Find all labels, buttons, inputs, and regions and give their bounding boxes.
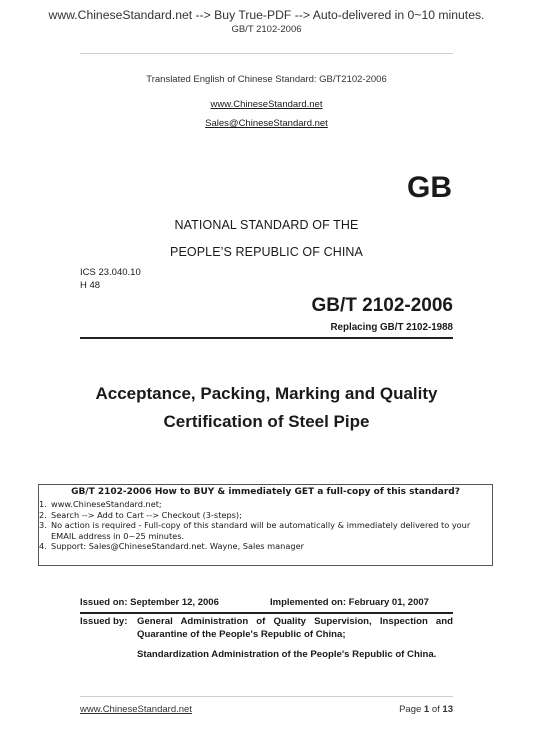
page-prefix: Page bbox=[399, 704, 422, 715]
header-divider bbox=[80, 53, 453, 54]
replacing-note: Replacing GB/T 2102-1988 bbox=[330, 322, 453, 333]
translation-note: Translated English of Chinese Standard: GB/T2102-2006 bbox=[146, 74, 387, 85]
issued-by-label: Issued by: bbox=[80, 616, 128, 627]
list-item bbox=[39, 510, 492, 521]
h-code: H 48 bbox=[80, 280, 101, 291]
issuing-org-aqsiq: General Administration of Quality Supervision, Inspection and Quarantine of the People's Republic of China; bbox=[137, 616, 453, 640]
list-item-number: 2. bbox=[39, 509, 47, 520]
footer-divider bbox=[80, 696, 453, 697]
buy-box-heading: GB/T 2102-2006 How to BUY & immediately GET a full-copy of this standard? bbox=[71, 487, 460, 497]
issuing-organizations bbox=[137, 616, 453, 662]
list-item-text: www.ChineseStandard.net; bbox=[51, 499, 162, 509]
list-item bbox=[39, 541, 492, 552]
issue-divider bbox=[80, 612, 453, 614]
issuing-org-sac: Standardization Administration of the People's Republic of China. bbox=[137, 649, 437, 660]
list-item bbox=[39, 499, 492, 510]
page-of: of bbox=[431, 704, 440, 715]
national-standard-line1: NATIONAL STANDARD OF THE bbox=[174, 218, 359, 232]
standard-number: GB/T 2102-2006 bbox=[311, 295, 453, 316]
buy-steps-list bbox=[39, 499, 492, 552]
standard-divider bbox=[80, 337, 453, 339]
issued-on-date: Issued on: September 12, 2006 bbox=[80, 597, 219, 608]
buy-info-box bbox=[38, 484, 493, 566]
translation-website-row bbox=[0, 94, 533, 112]
document-title-line2: Certification of Steel Pipe bbox=[163, 412, 370, 431]
national-standard-line2: PEOPLE’S REPUBLIC OF CHINA bbox=[170, 245, 363, 259]
page-current: 1 bbox=[423, 704, 430, 715]
footer-website-link[interactable]: www.ChineseStandard.net bbox=[80, 704, 192, 715]
list-item-number: 1. bbox=[39, 499, 47, 509]
list-item bbox=[39, 520, 492, 541]
list-item-text: Search --> Add to Cart --> Checkout (3-steps); bbox=[51, 509, 242, 520]
website-link[interactable]: www.ChineseStandard.net bbox=[210, 99, 323, 110]
top-banner: www.ChineseStandard.net --> Buy True-PDF --> Auto-delivered in 0~10 minutes. bbox=[48, 8, 485, 22]
classification-codes bbox=[80, 266, 141, 292]
header-doc-code: GB/T 2102-2006 bbox=[231, 24, 302, 35]
implemented-on-date: Implemented on: February 01, 2007 bbox=[270, 597, 429, 608]
page-total: 13 bbox=[442, 704, 453, 715]
page-number bbox=[300, 704, 453, 715]
list-item-text: No action is required - Full-copy of this standard will be automatically & immediately delivered to your EMAIL address in 0~25 minutes. bbox=[51, 520, 471, 541]
list-item-text: Support: Sales@ChineseStandard.net. Wayne, Sales manager bbox=[51, 541, 304, 551]
issue-dates-row bbox=[80, 597, 453, 608]
gb-mark: GB bbox=[407, 171, 452, 204]
list-item-number: 3. bbox=[39, 520, 47, 530]
email-link[interactable]: Sales@ChineseStandard.net bbox=[205, 118, 328, 129]
list-item-number: 4. bbox=[39, 541, 47, 551]
document-title-line1: Acceptance, Packing, Marking and Quality bbox=[95, 384, 438, 403]
translation-email-row bbox=[0, 113, 533, 131]
ics-code: ICS 23.040.10 bbox=[80, 267, 141, 278]
